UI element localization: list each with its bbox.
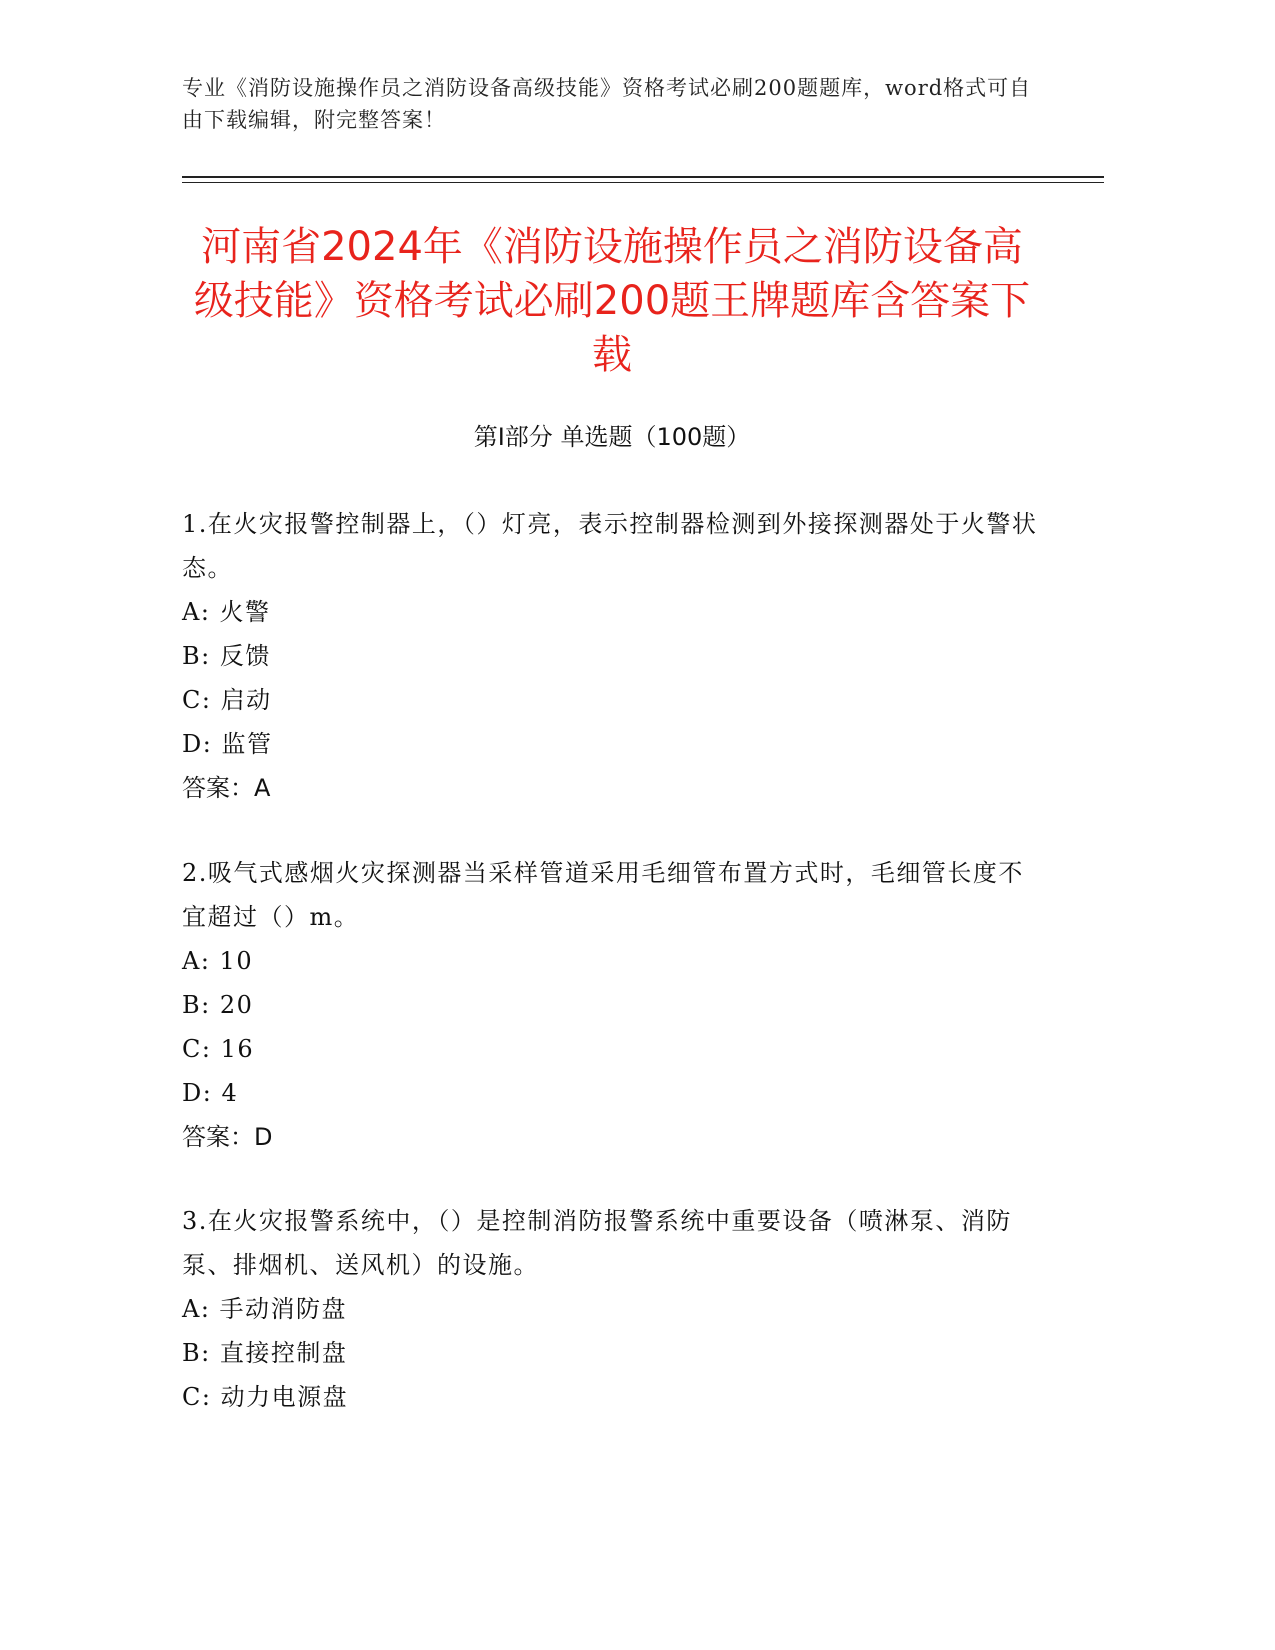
- option-c: C: 动力电源盘: [182, 1383, 349, 1411]
- question-2: [182, 851, 1042, 1159]
- option-d: D: 4: [182, 1079, 239, 1107]
- option-b: B: 反馈: [182, 642, 271, 670]
- option-c: C: 启动: [182, 686, 272, 714]
- question-stem: 1.在火灾报警控制器上，（）灯亮，表示控制器检测到外接探测器处于火警状态。: [182, 510, 1038, 582]
- question-answer: 答案：A: [182, 774, 271, 802]
- option-a: A: 火警: [182, 598, 271, 626]
- option-b: B: 20: [182, 991, 254, 1019]
- question-stem: 3.在火灾报警系统中，（）是控制消防报警系统中重要设备（喷淋泵、消防泵、排烟机、送风机）的设施。: [182, 1207, 1012, 1279]
- option-a: A: 手动消防盘: [182, 1295, 348, 1323]
- question-stem: 2.吸气式感烟火灾探测器当采样管道采用毛细管布置方式时，毛细管长度不宜超过（）m。: [182, 859, 1024, 931]
- option-b: B: 直接控制盘: [182, 1339, 348, 1367]
- document-title: 河南省2024年《消防设施操作员之消防设备高级技能》资格考试必刷200题王牌题库含答案下载: [193, 224, 1031, 378]
- question-3: [182, 1199, 1042, 1419]
- header-divider-thick: [182, 176, 1104, 178]
- question-1: [182, 502, 1042, 810]
- header-note: 专业《消防设施操作员之消防设备高级技能》资格考试必刷200题题库，word格式可自由下载编辑，附完整答案！: [182, 76, 1032, 132]
- section-title: 第Ⅰ部分 单选题（100题）: [473, 423, 751, 451]
- option-d: D: 监管: [182, 730, 273, 758]
- header-divider-thin: [182, 182, 1104, 183]
- option-c: C: 16: [182, 1035, 255, 1063]
- option-a: A: 10: [182, 947, 254, 975]
- question-answer: 答案：D: [182, 1123, 273, 1151]
